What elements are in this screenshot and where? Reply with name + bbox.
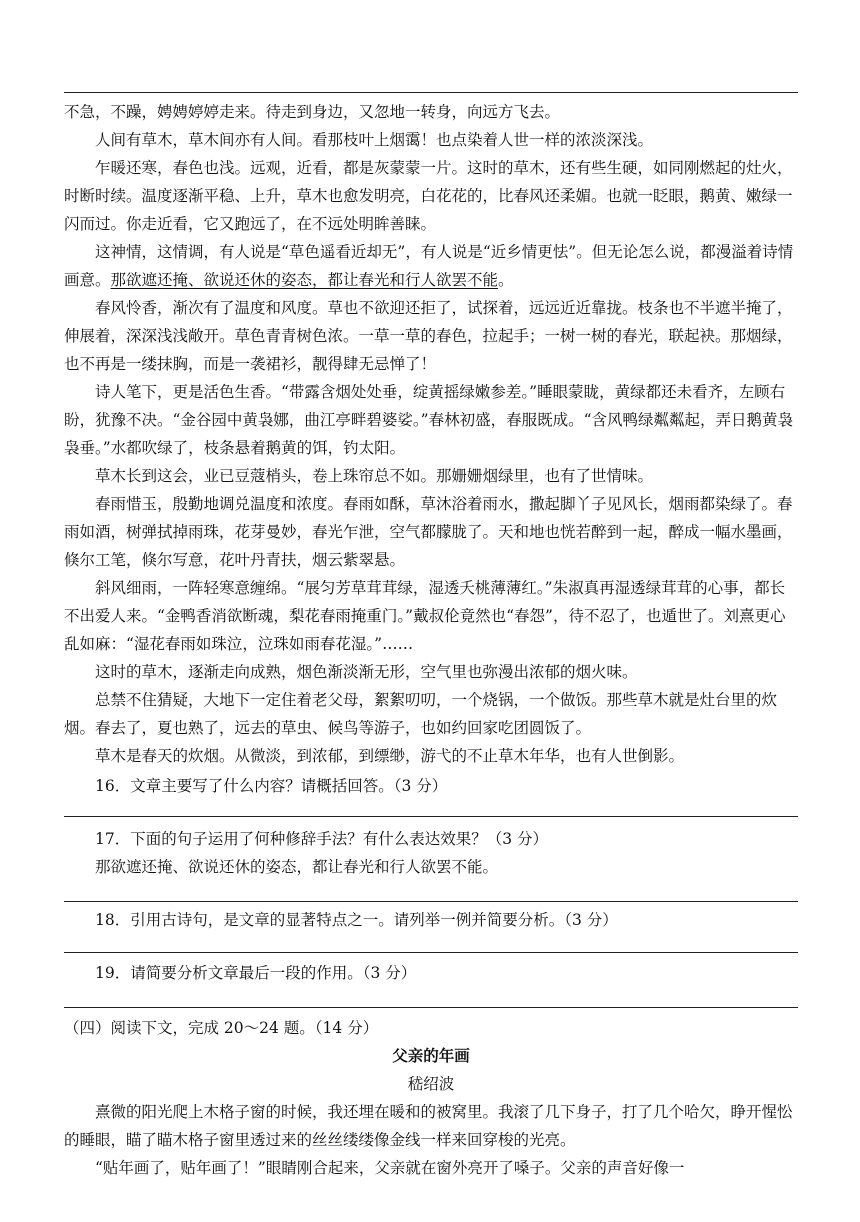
section-4-paragraph-1: 熹微的阳光爬上木格子窗的时候，我还埋在暖和的被窝里。我滚了几下身子，打了几个哈欠，睁开惺忪的睡眼，瞄了瞄木格子窗里透过来的丝丝缕缕像金线一样来回穿梭的光亮。: [64, 1103, 793, 1149]
article-paragraph-3: 乍暖还寒，春色也浅。远观，近看，都是灰蒙蒙一片。这时的草木，还有些生硬，如同刚燃起的灶火，时断时续。温度逐渐平稳、上升，草木也愈发明亮，白花花的，比春风还柔媚。也就一眨眼，鹅黄、嫩绿一闪而过。你走近看，它又跑远了，在不远处明眸善睐。: [64, 159, 793, 233]
p4-lead-text: 这神情，这情调，有人说是“草色遥看近却无”，有人说是“近乡情更怯”。但无论怎么说，都漫溢着诗情画意。: [64, 243, 794, 289]
content-column: [64, 98, 798, 1182]
article-paragraph-11: 总禁不住猜疑，大地下一定住着老父母，絮絮叨叨，一个烧锅，一个做饭。那些草木就是灶台里的炊烟。春去了，夏也熟了，远去的草虫、候鸟等游子，也如约回家吃团圆饭了。: [64, 691, 778, 737]
section-4-header: （四）阅读下文，完成 20～24 题。（14 分）: [64, 1019, 379, 1037]
article-paragraph-5: 春风怜香，渐次有了温度和风度。草也不欲迎还拒了，试探着，远远近近靠拢。枝条也不半遮半掩了，伸展着，深深浅浅敞开。草色青青树色浓。一草一草的春色，拉起手；一树一树的春光，联起袂。那烟绿，也不再是一缕抹胸，而是一袭裙衫，靓得肆无忌惮了！: [64, 299, 793, 373]
p4-end-text: 。: [498, 271, 514, 289]
underlined-sentence: 那欲遮还掩、欲说还休的姿态，都让春光和行人欲罢不能: [110, 271, 499, 289]
article-paragraph-8: 春雨惜玉，殷勤地调兑温度和浓度。春雨如酥，草沐浴着雨水，撒起脚丫子见风长，烟雨都染绿了。春雨如酒，树弹拭掉雨珠，花芽曼妙，春光乍泄，空气都朦胧了。天和地也恍若醉到一起，醉成一幅水墨画，倏尔工笔，倏尔写意，花叶丹青扶，烟云紫翠悬。: [64, 495, 793, 569]
answer-line-19[interactable]: [64, 1007, 798, 1008]
article-title: 父亲的年画: [392, 1047, 470, 1065]
article-paragraph-1: 不急，不躁，娉娉婷婷走来。待走到身边，又忽地一转身，向远方飞去。: [64, 103, 561, 121]
top-rule: [64, 92, 798, 93]
article-author: 嵇绍波: [407, 1075, 455, 1093]
article-paragraph-10: 这时的草木，逐渐走向成熟，烟色渐淡渐无形，空气里也弥漫出浓郁的烟火味。: [95, 663, 638, 681]
article-paragraph-4: [64, 238, 798, 294]
article-paragraph-6: 诗人笔下，更是活色生香。“带露含烟处处垂，绽黄摇绿嫩参差。”睡眼蒙眬，黄绿都还未看齐，左顾右盼，犹豫不决。“金谷园中黄袅娜，曲江亭畔碧婆娑。”春林初盛，春服既成。“含风鸭绿粼粼起，弄日鹅黄袅袅垂。”水都吹绿了，枝条悬着鹅黄的饵，钓太阳。: [64, 383, 794, 457]
section-4-paragraph-2: “贴年画了，贴年画了！”眼睛刚合起来，父亲就在窗外亮开了嗓子。父亲的声音好像一: [95, 1159, 685, 1177]
article-paragraph-7: 草木长到这会，业已豆蔻梢头，卷上珠帘总不如。那姗姗烟绿里，也有了世情味。: [95, 467, 654, 485]
answer-line-16[interactable]: [64, 816, 798, 817]
article-paragraph-9: 斜风细雨，一阵轻寒意缠绵。“展匀芳草茸茸绿，湿透夭桃薄薄红。”朱淑真再湿透绿茸茸的心事，都长不出爱人来。“金鸭香消欲断魂，梨花春雨掩重门。”戴叔伦竟然也“春怨”，待不忍了，也遁世了。刘熹更心乱如麻：“湿花春雨如珠泣，泣珠如雨春花湿。”……: [64, 579, 786, 653]
question-18: 18．引用古诗句，是文章的显著特点之一。请列举一例并简要分析。（3 分）: [95, 911, 618, 929]
article-paragraph-2: 人间有草木，草木间亦有人间。看那枝叶上烟霭！也点染着人世一样的浓淡深浅。: [95, 131, 654, 149]
answer-line-18[interactable]: [64, 952, 798, 953]
question-19: 19．请简要分析文章最后一段的作用。（3 分）: [95, 964, 417, 982]
question-17: 17．下面的句子运用了何种修辞手法？有什么表达效果？（3 分）: [95, 830, 549, 848]
article-paragraph-12: 草木是春天的炊烟。从微淡，到浓郁，到缥缈，游弋的不止草木年华，也有人世倒影。: [95, 747, 685, 765]
question-17-quote: 那欲遮还掩、欲说还休的姿态，都让春光和行人欲罢不能。: [95, 858, 499, 876]
answer-line-17[interactable]: [64, 901, 798, 902]
question-16: 16．文章主要写了什么内容？请概括回答。（3 分）: [95, 777, 448, 795]
